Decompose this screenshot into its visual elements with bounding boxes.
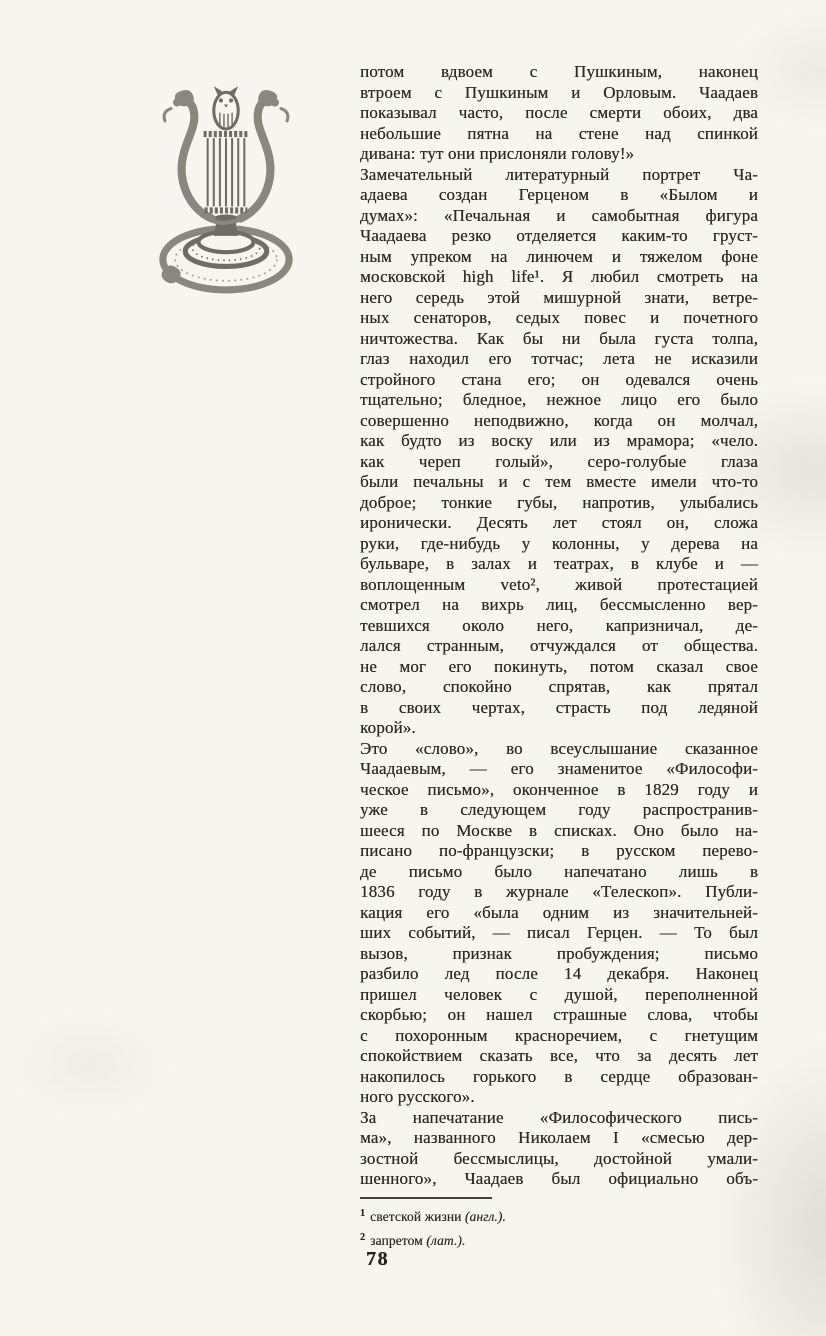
text-line: с похоронным красноречием, с гнетущим	[360, 1025, 758, 1045]
text-line: глаз находил его тотчас; лета не исказили	[360, 349, 758, 368]
text-line: пришел человек с душой, переполненной	[360, 984, 758, 1004]
text-line: шееся по Москве в списках. Оно было на-	[360, 820, 758, 840]
footnote-1-text: светской жизни	[370, 1208, 462, 1224]
text-line: слово, спокойно спрятав, как прятал	[360, 677, 758, 696]
text-line: корой».	[360, 718, 416, 737]
lyre-owl-vignette	[156, 76, 296, 296]
text-line: показывал часто, после смерти обоих, два	[360, 103, 758, 122]
text-line: ма», названного Николаем I «смесью дер-	[360, 1128, 758, 1147]
footnote-1	[360, 1203, 758, 1227]
text-line: За напечатание «Философического пись-	[360, 1107, 758, 1127]
text-line: руки, где-нибудь у колонны, у дерева на	[360, 533, 758, 553]
text-line: иронически. Десять лет стоял он, сложа	[360, 513, 758, 532]
text-line: ным упреком на линючем и тяжелом фоне	[360, 246, 758, 266]
footnote-2-text: запретом	[370, 1232, 423, 1248]
text-line: де письмо было напечатано лишь в	[360, 861, 758, 881]
text-line: в своих чертах, страсть под ледяной	[360, 697, 758, 717]
text-line: вызов, признак пробуждения; письмо	[360, 943, 758, 963]
text-line: ших событий, — писал Герцен. — То был	[360, 923, 758, 942]
text-line: 1836 году в журнале «Телескоп». Публи-	[360, 882, 758, 901]
text-line: Чаадаева резко отделяется каким-то груст-	[360, 226, 758, 245]
text-line: скорбью; он нашел страшные слова, чтобы	[360, 1005, 758, 1024]
text-line: ного русского».	[360, 1087, 475, 1106]
lyre-owl-vignette-svg	[156, 76, 296, 296]
text-line: воплощенным veto², живой протестацией	[360, 574, 758, 594]
text-line: лался странным, отчуждался от общества.	[360, 636, 758, 655]
text-line: тевшихся около него, капризничал, де-	[360, 615, 758, 635]
page-number: 78	[366, 1248, 389, 1270]
text-line: втроем с Пушкиным и Орловым. Чаадаев	[360, 82, 758, 102]
text-line: стройного стана его; он одевался очень	[360, 369, 758, 389]
text-line: доброе; тонкие губы, напротив, улыбались	[360, 492, 758, 512]
text-line: московской high life¹. Я любил смотреть на	[360, 267, 758, 286]
text-line: дивана: тут они прислоняли голову!»	[360, 144, 635, 163]
text-line: накопилось горького в сердце образован-	[360, 1066, 758, 1086]
text-line: спокойствием сказать все, что за десять лет	[360, 1046, 758, 1065]
text-line: шенного», Чаадаев был официально объ-	[360, 1169, 758, 1188]
text-line: были печальны и с тем вместе имели что-то	[360, 472, 758, 491]
text-line: ческое письмо», оконченное в 1829 году и	[360, 779, 758, 799]
text-line: Чаадаевым, — его знаменитое «Философи-	[360, 759, 758, 778]
text-line: не мог его покинуть, потом сказал свое	[360, 656, 758, 676]
text-column	[360, 62, 758, 1251]
text-line: потом вдвоем с Пушкиным, наконец	[360, 62, 758, 81]
footnote-2-marker: 2	[360, 1231, 366, 1243]
text-line: Замечательный литературный портрет Ча-	[360, 164, 758, 184]
footnote-2-language: (лат.).	[426, 1232, 466, 1248]
text-line: ничтожества. Как бы ни была густа толпа,	[360, 328, 758, 348]
text-line: как будто из воску или из мрамора; «чело.	[360, 431, 758, 450]
text-line: Это «слово», во всеуслышание сказанное	[360, 738, 758, 758]
text-line: адаева создан Герценом в «Былом и	[360, 185, 758, 204]
text-line: небольшие пятна на стене над спинкой	[360, 123, 758, 143]
text-line: смотрел на вихрь лиц, бессмысленно вер-	[360, 595, 758, 614]
text-line: ных сенаторов, седых повес и почетного	[360, 308, 758, 327]
text-line: него середь этой мишурной знати, ветре-	[360, 287, 758, 307]
footnote-rule	[360, 1197, 492, 1199]
text-line: кация его «была одним из значительней-	[360, 902, 758, 922]
text-line: писано по-французски; в русском перево-	[360, 841, 758, 860]
text-line: совершенно неподвижно, когда он молчал,	[360, 410, 758, 430]
text-line: думах»: «Печальная и самобытная фигура	[360, 205, 758, 225]
footnote-1-marker: 1	[360, 1207, 366, 1219]
text-line: уже в следующем году распространив-	[360, 800, 758, 819]
footnote-1-language: (англ.).	[464, 1208, 506, 1224]
text-lines	[360, 62, 758, 1190]
text-line: тщательно; бледное, нежное лицо его было	[360, 390, 758, 409]
text-line: зостной бессмыслицы, достойной умали-	[360, 1148, 758, 1168]
text-line: как череп голый», серо-голубые глаза	[360, 451, 758, 471]
footnote-2	[360, 1227, 758, 1251]
text-line: бульваре, в залах и театрах, в клубе и —	[360, 554, 758, 573]
text-line: разбило лед после 14 декабря. Наконец	[360, 964, 758, 983]
